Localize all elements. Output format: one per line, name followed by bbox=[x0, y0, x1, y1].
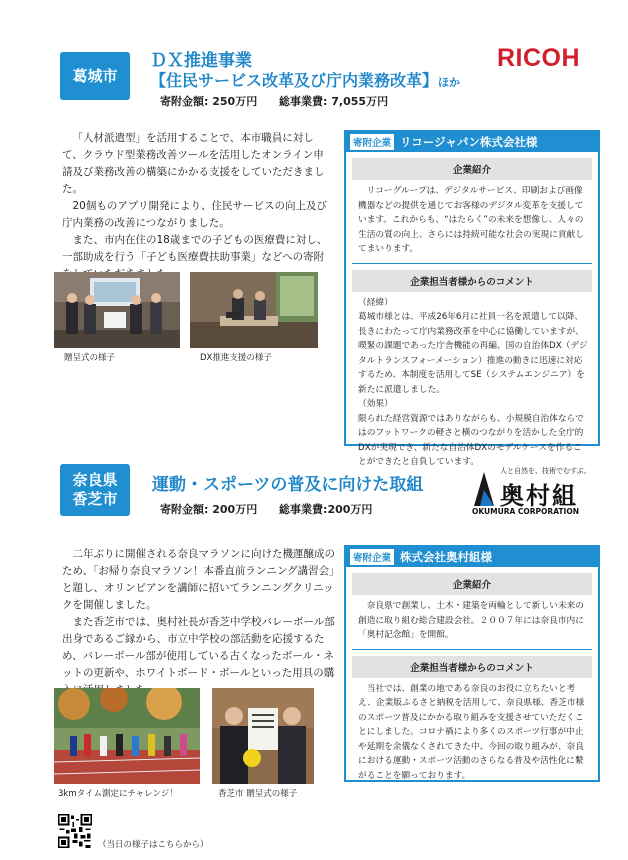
donation-amount: 寄附金額: 200万円 bbox=[160, 503, 258, 516]
okumura-logo-english: OKUMURA CORPORATION bbox=[472, 507, 579, 516]
city-badge-kashiba bbox=[60, 464, 130, 516]
section1-title-suffix: ほか bbox=[438, 76, 461, 89]
company-comment-heading: 企業担当者様からのコメント bbox=[352, 270, 592, 292]
qr-code-icon[interactable] bbox=[58, 814, 92, 848]
okumura-logo-tagline: 人と自然を、技術でむすぶ。 bbox=[500, 467, 591, 475]
city-badge-katsuragi bbox=[60, 52, 130, 100]
company-panel-ricoh bbox=[344, 130, 600, 467]
company-comment-heading: 企業担当者様からのコメント bbox=[352, 656, 592, 678]
section2-body-paragraph: また香芝市では、奥村社長が香芝中学校バレーボール部出身であるご縁から、市立中学校の部活動を応援するため、バレーボール部が使用している古くなったボール・ネットの更新や、ホワイトボード・ボールといった用具の購 bbox=[62, 616, 335, 679]
comment-effect-text: 限られた経営資源ではありながらも、小規模自治体ならではのフットワークの軽さと横のつながりを活かした全庁的DXが実現でき、新たな自治体DXのモデルケースを作ることができたと自負しています。 bbox=[358, 413, 584, 467]
donor-company-name: リコージャパン株式会社様 bbox=[400, 135, 538, 149]
section2-amounts bbox=[160, 501, 390, 517]
section2-title: 運動・スポーツの普及に向けた取組 bbox=[152, 475, 424, 495]
photo-presentation-ceremony bbox=[54, 272, 180, 348]
section2-body bbox=[62, 546, 338, 699]
okumura-logo-name: 奥村組 bbox=[500, 481, 578, 510]
caption-presentation-ceremony: 贈呈式の様子 bbox=[64, 353, 116, 363]
ricoh-logo: RICOH bbox=[497, 44, 581, 72]
caption-dx-support: DX推進支援の様子 bbox=[200, 353, 272, 363]
donor-company-tag: 寄附企業 bbox=[350, 549, 394, 565]
donation-amount: 寄附金額: 250万円 bbox=[160, 95, 258, 108]
photo-running-clinic bbox=[54, 688, 200, 784]
donor-company-tag: 寄附企業 bbox=[350, 134, 394, 150]
city-badge-label: 葛城市 bbox=[72, 66, 118, 85]
caption-running-clinic: 3kmタイム測定にチャレンジ！ bbox=[58, 789, 178, 799]
okumura-logo-mark-icon bbox=[470, 470, 498, 508]
comment-background-text: 葛城市様とは、平成26年6月に社員一名を派遣して以降、長きにわたって庁内業務改革を中心に協働していますが、喫緊の課題であった庁舎機能の再編、国の自治体DX（デジタルトランスフォーメーション）推進の動きに迅速に対応するため、本制度を活用してSE（システムエンジニア）を新たに派遣しました。 bbox=[358, 312, 588, 395]
running-photo-image bbox=[54, 688, 200, 784]
city-badge-prefecture: 奈良県 bbox=[72, 471, 118, 490]
company-intro-text: リコーグループは、デジタルサービス、印刷および画像機器などの提供を通じてお客様のデジタル変革を支援しています。これからも、“はたらく”の未来を想像し、人々の生活の質の向上、さらには持続可能な社会の実現に貢献してまいります。 bbox=[358, 186, 584, 254]
comment-label-effect: （効果） bbox=[358, 399, 393, 409]
comment-label-background: （経緯） bbox=[358, 297, 393, 308]
section1-title-main: 【住民サービス改革及び庁内業務改革】 bbox=[150, 71, 439, 90]
company-intro-heading: 企業紹介 bbox=[352, 158, 592, 180]
section1-body bbox=[62, 130, 334, 283]
dx-photo-image bbox=[190, 272, 318, 348]
section2-body-paragraph: 二年ぶりに開催される奈良マラソンに向けた機運醸成のため、「お帰り奈良マラソン！本番直前ランニング講習会」と題し、オリンピアンを講師に招いてランニングクリニックを開催しました。 bbox=[62, 548, 335, 611]
section1-amounts bbox=[160, 93, 406, 109]
kashiba-ceremony-photo-image bbox=[212, 688, 314, 784]
company-panel-okumura bbox=[344, 545, 600, 782]
project-cost: 総事業費: 7,055万円 bbox=[279, 95, 389, 108]
section1-title-line2 bbox=[150, 68, 460, 91]
photo-dx-support bbox=[190, 272, 318, 348]
section1-body-paragraph: 「人材派遣型」を活用することで、本市職員に対して、クラウド型業務改善ツールを活用したオンライン申請及び業務改善の構築にかかる支援をしていただきました。 bbox=[62, 132, 325, 195]
okumura-logo bbox=[470, 466, 598, 516]
city-badge-city: 香芝市 bbox=[72, 490, 118, 508]
company-intro-text: 奈良県で創業し、土木・建築を両輪として新しい未来の創造に取り組む総合建設会社。２００７年には奈良市内に「奥村記念館」を開館。 bbox=[358, 601, 584, 640]
section1-title-line1: ＤＸ推進事業 bbox=[150, 51, 252, 71]
ceremony-photo-image bbox=[54, 272, 180, 348]
company-intro-heading: 企業紹介 bbox=[352, 573, 592, 595]
caption-kashiba-ceremony: 香芝市 贈呈式の様子 bbox=[218, 789, 298, 799]
donor-company-name: 株式会社奥村組様 bbox=[400, 550, 493, 564]
panel-divider bbox=[352, 263, 592, 264]
company-panel-header bbox=[346, 547, 598, 567]
project-cost: 総事業費:200万円 bbox=[279, 503, 373, 516]
qr-code-caption: （当日の様子はこちらから） bbox=[98, 840, 209, 850]
photo-kashiba-ceremony bbox=[212, 688, 314, 784]
section1-body-paragraph: また、市内在住の18歳までの子どもの医療費に対し、一部助成を行う「子ども医療費扶助事業」などへの寄附 bbox=[62, 234, 328, 263]
company-comment-text: 当社では、創業の地である奈良のお役に立ちたいと考え、企業版ふるさと納税を活用して、奈良県様、香芝市様のスポーツ普及にかかる取り組みを支援させていただくことにしました。コロナ禍により多くのスポーツ行事が中止や延期を余儀なくされてきた中、今回の取り組みが、奈良における運動・スポーツ活動のさらなる普及や活性化に繋がることを願っております。 bbox=[358, 683, 585, 781]
company-panel-header bbox=[346, 132, 598, 152]
section1-body-paragraph: 20個ものアプリ開発により、住民サービスの向上及び庁内業務の改善につながりました。 bbox=[62, 200, 327, 229]
panel-divider bbox=[352, 649, 592, 650]
